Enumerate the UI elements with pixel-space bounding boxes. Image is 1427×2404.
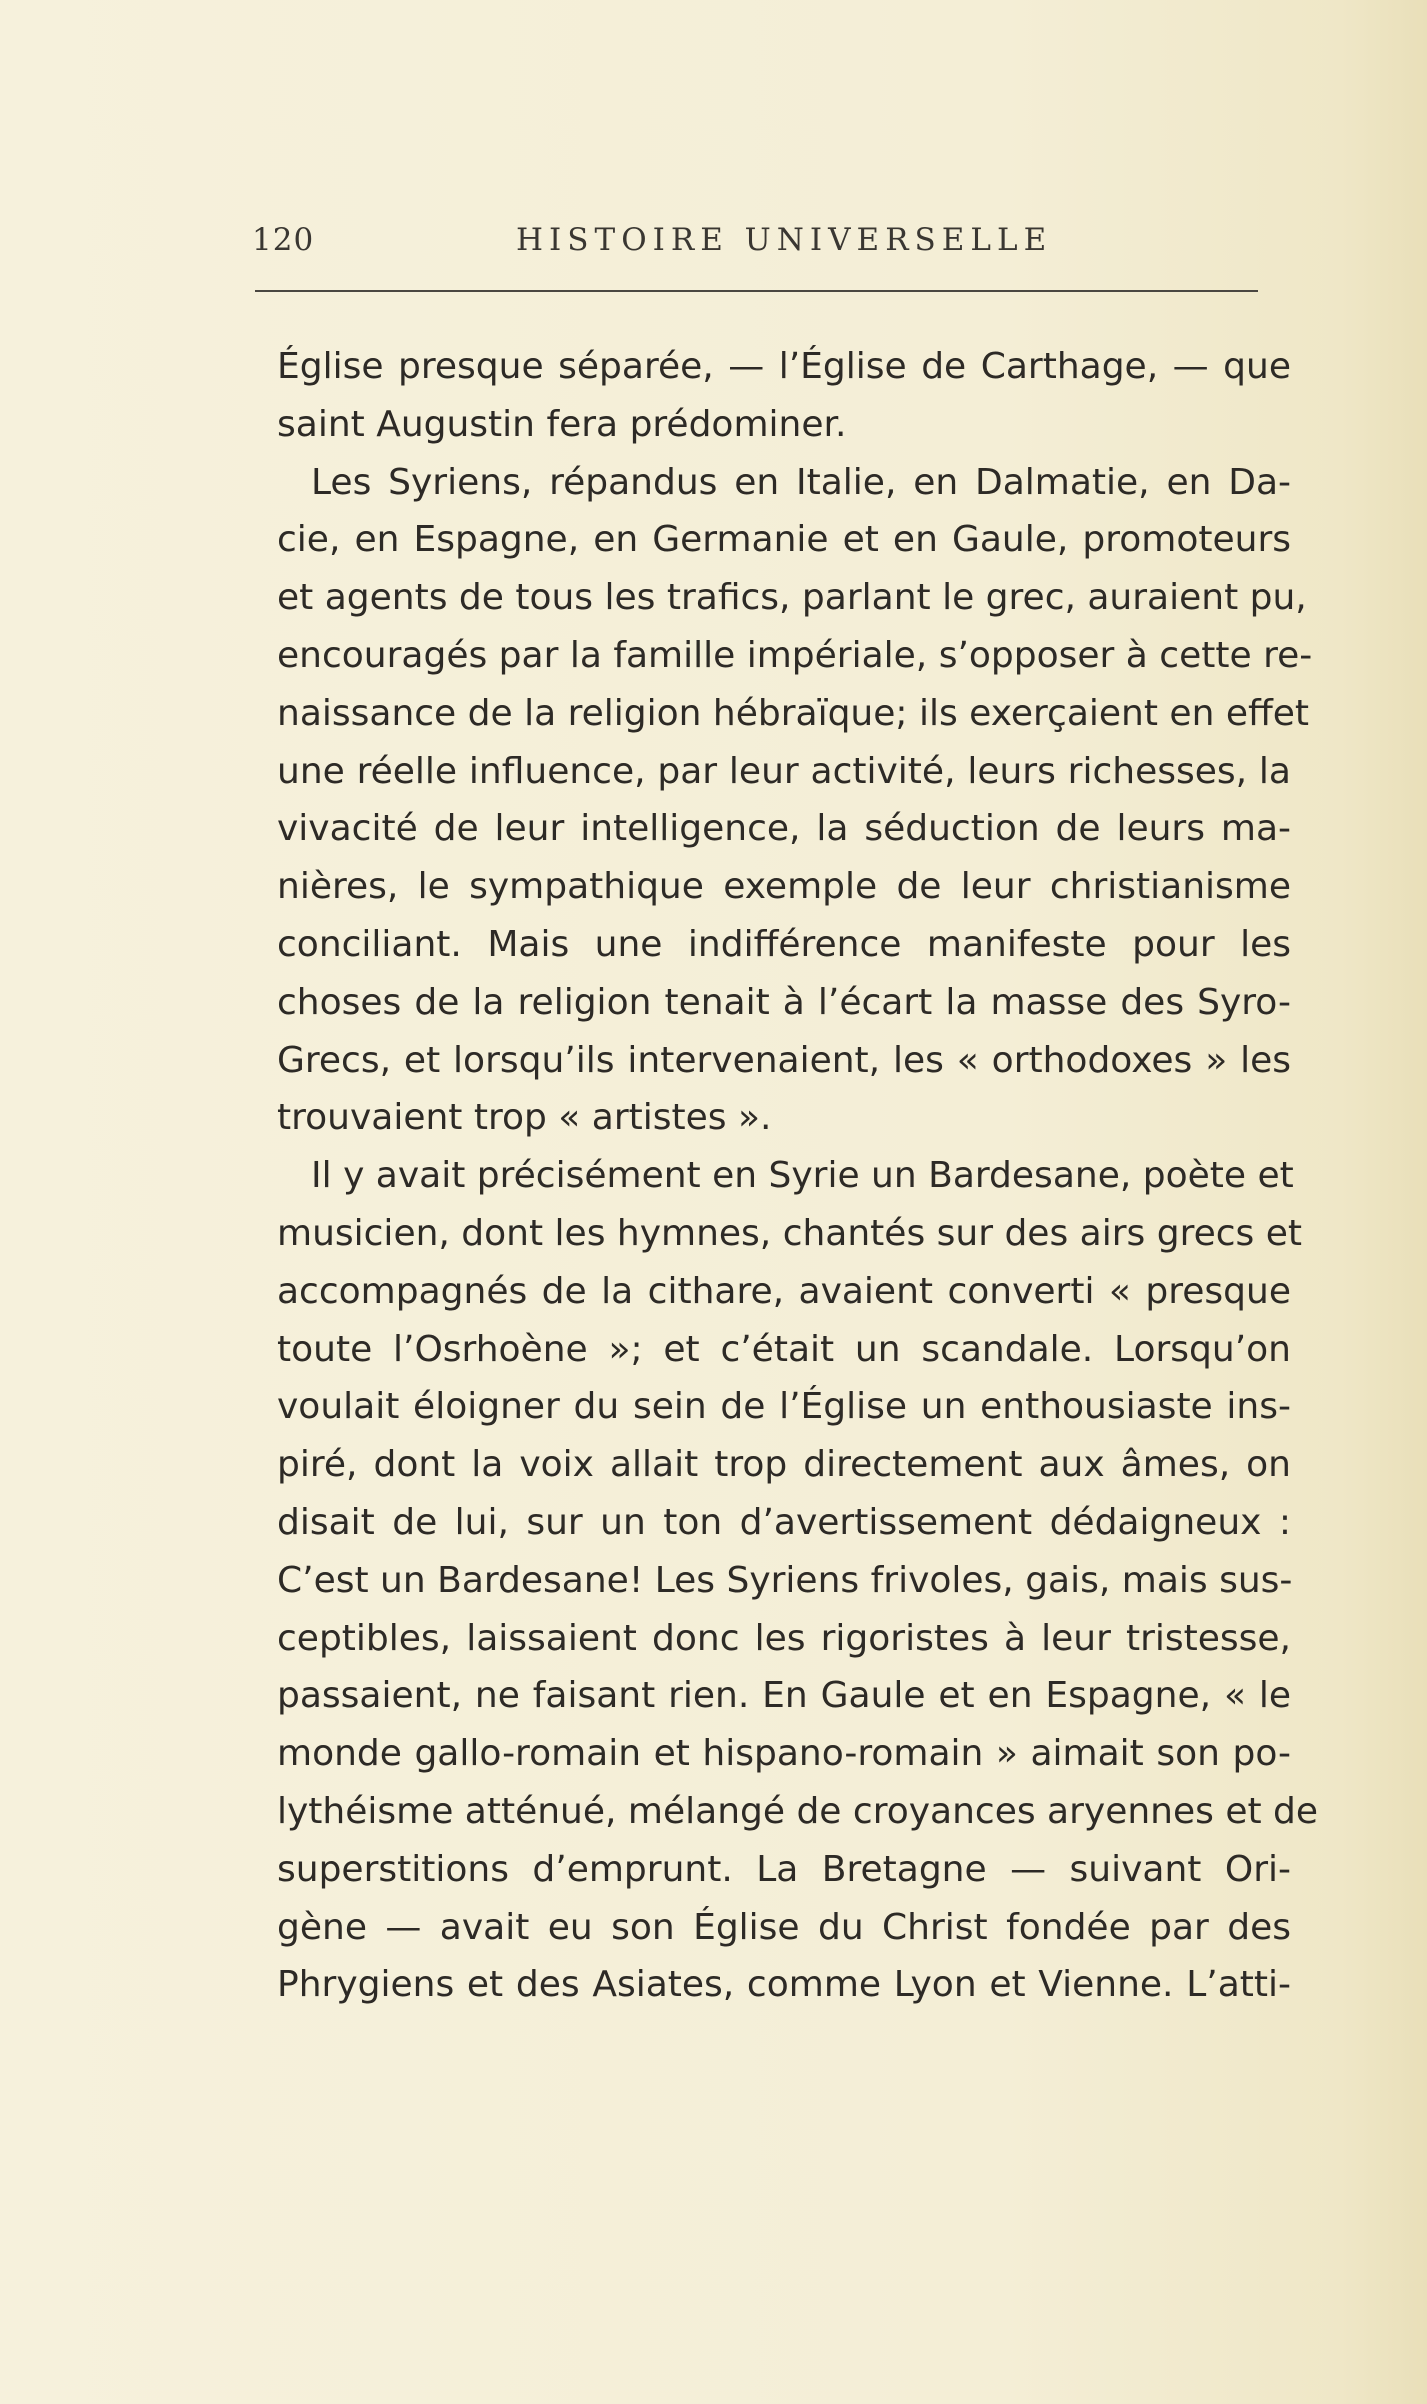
body-text (277, 338, 1319, 2014)
text-line: Grecs, et lorsqu’ils intervenaient, les « orthodoxes » les (277, 1039, 1291, 1081)
text-line: cie, en Espagne, en Germanie et en Gaule, promoteurs (277, 519, 1291, 561)
text-line: trouvaient trop « artistes ». (277, 1097, 772, 1139)
running-head (252, 222, 1292, 272)
text-line: C’est un Bardesane! Les Syriens frivoles, gais, mais sus- (277, 1559, 1293, 1601)
text-line: ceptibles, laissaient donc les rigoristes à leur tristesse, (277, 1617, 1291, 1659)
running-title: HISTOIRE UNIVERSELLE (516, 222, 1053, 258)
text-line: superstitions d’emprunt. La Bretagne — suivant Ori- (277, 1848, 1291, 1890)
text-line: monde gallo-romain et hispano-romain » aimait son po- (277, 1733, 1291, 1775)
text-line: Les Syriens, répandus en Italie, en Dalmatie, en Da- (311, 461, 1291, 503)
text-line: une réelle influence, par leur activité, leurs richesses, la (277, 750, 1291, 792)
text-line: disait de lui, sur un ton d’avertissement dédaigneux : (277, 1501, 1291, 1543)
text-line: passaient, ne faisant rien. En Gaule et en Espagne, « le (277, 1675, 1291, 1717)
text-line: Phrygiens et des Asiates, comme Lyon et Vienne. L’atti- (277, 1964, 1291, 2006)
header-rule (255, 290, 1258, 292)
text-line: nières, le sympathique exemple de leur christianisme (277, 866, 1291, 908)
text-line: musicien, dont les hymnes, chantés sur des airs grecs et (277, 1212, 1302, 1254)
text-line: Il y avait précisément en Syrie un Bardesane, poète et (311, 1155, 1294, 1197)
text-line: vivacité de leur intelligence, la séduction de leurs ma- (277, 808, 1291, 850)
text-line: saint Augustin fera prédominer. (277, 403, 847, 445)
page-number: 120 (252, 222, 315, 258)
text-line: piré, dont la voix allait trop directement aux âmes, on (277, 1444, 1291, 1486)
text-line: conciliant. Mais une indifférence manifeste pour les (277, 923, 1291, 965)
text-line: toute l’Osrhoène »; et c’était un scandale. Lorsqu’on (277, 1328, 1291, 1370)
text-line: et agents de tous les trafics, parlant le grec, auraient pu, (277, 577, 1307, 619)
text-line: Église presque séparée, — l’Église de Carthage, — que (277, 346, 1291, 387)
text-line: voulait éloigner du sein de l’Église un enthousiaste ins- (277, 1386, 1291, 1428)
text-line: choses de la religion tenait à l’écart la masse des Syro- (277, 981, 1291, 1023)
text-line: lythéisme atténué, mélangé de croyances aryennes et de (277, 1790, 1319, 1832)
text-line: accompagnés de la cithare, avaient converti « presque (277, 1270, 1291, 1312)
text-line: naissance de la religion hébraïque; ils exerçaient en effet (277, 692, 1310, 734)
text-line: gène — avait eu son Église du Christ fondée par des (277, 1906, 1291, 1948)
text-line: encouragés par la famille impériale, s’opposer à cette re- (277, 634, 1313, 676)
